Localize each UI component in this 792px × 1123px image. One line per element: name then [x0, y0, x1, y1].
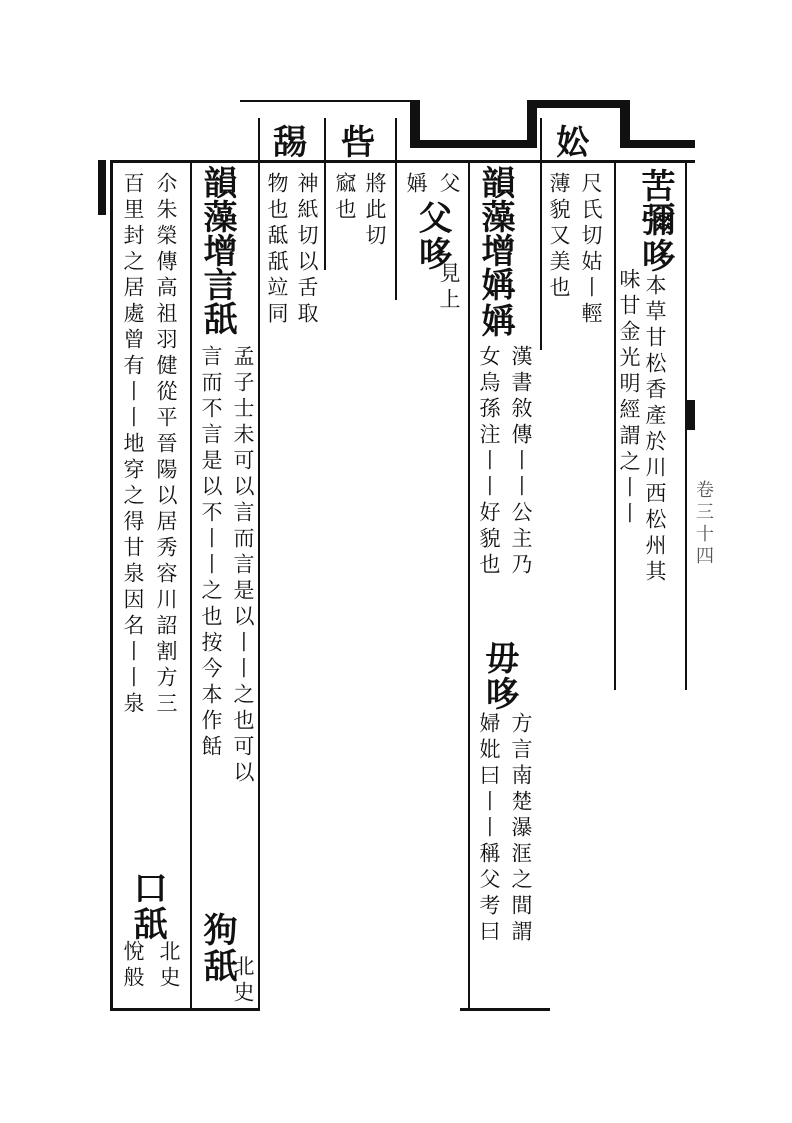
c13-head: 韻藻增言	[197, 165, 237, 301]
headword-right: 妐	[556, 122, 590, 163]
c8-note: 㛵	[404, 172, 428, 198]
column-rule-10	[685, 400, 695, 430]
right-bracket-base2	[620, 140, 695, 148]
column-6	[478, 345, 499, 579]
c16-note: 百里封之居處曾有丨丨地穿之得甘泉因名丨丨泉	[121, 172, 145, 718]
column-7b	[438, 262, 459, 314]
column-12	[266, 172, 287, 328]
column-11	[296, 172, 317, 328]
c12-note: 物也䑛舐竝同	[265, 172, 289, 328]
c5-note: 漢書敘傳丨丨公主乃	[509, 345, 533, 579]
column-rule-9	[110, 160, 113, 1008]
column-16-big	[127, 870, 167, 942]
edge-ghost-text	[690, 480, 716, 568]
column-rule-3	[540, 160, 542, 350]
c5-head: 韻藻增	[475, 165, 515, 267]
c1-big: 彌哆	[635, 202, 675, 274]
c7-note2: 見上	[437, 262, 461, 314]
c17-note: 悅般	[121, 940, 145, 992]
column-rule-6	[324, 160, 326, 270]
column-3	[580, 172, 601, 328]
column-14	[200, 345, 221, 761]
column-2	[618, 268, 639, 528]
c7-note: 父	[437, 172, 461, 198]
c10-note: 窳也	[333, 172, 357, 224]
column-rule-5	[395, 160, 397, 300]
c16-big: 口舐	[127, 870, 167, 942]
c5-note2: 方言南楚瀑洭之間謂	[509, 712, 533, 946]
bottom-rule	[110, 1008, 260, 1011]
column-rule-2	[614, 160, 616, 690]
left-edge-mark	[98, 160, 106, 215]
column-13-big2	[197, 912, 237, 984]
c1-note: 本草甘松香產於川西松州其	[643, 274, 667, 586]
bottom-rule-2	[460, 1008, 550, 1011]
headword-tab-left	[262, 118, 318, 163]
column-16	[122, 172, 143, 718]
c4-note: 薄貌又美也	[547, 172, 571, 302]
column-7	[438, 172, 459, 198]
c16-note2: 北史	[157, 940, 181, 992]
c9-note: 將此切	[363, 172, 387, 250]
c6-note2: 婦妣曰丨丨稱父考曰	[477, 712, 501, 946]
edge-ghost: 卷三十四	[693, 480, 714, 568]
column-rule-8	[190, 160, 192, 1008]
column-6b	[478, 712, 499, 946]
c3-note: 尺氏切姑丨輕	[579, 172, 603, 328]
right-bracket-base	[410, 140, 535, 148]
tab-divider-a	[324, 118, 326, 163]
headword-tab-mid	[330, 118, 386, 163]
tab-divider-b	[395, 118, 397, 163]
right-bracket-top	[527, 100, 627, 108]
c1-head: 苦	[635, 168, 675, 202]
column-rule-7	[258, 160, 260, 1008]
c13-note: 孟子士未可以言而言是以丨丨之也可以	[231, 345, 255, 787]
c2-note: 味甘金光明經謂之丨丨	[617, 268, 641, 528]
c15-note: 尒朱榮傳高祖羽健從平晉陽以居秀容川詔割方三	[154, 172, 178, 718]
column-8	[405, 172, 426, 198]
headword-tab-right	[545, 118, 601, 163]
column-10	[334, 172, 355, 224]
c11-note: 神紙切以舌取	[295, 172, 319, 328]
column-5b	[510, 345, 531, 579]
top-border-line	[240, 100, 420, 102]
column-15	[155, 172, 176, 718]
c13-big2: 狗舐	[197, 912, 237, 984]
column-1	[635, 168, 675, 586]
column-9	[364, 172, 385, 250]
c14-note: 言而不言是以不丨丨之也按今本作餂	[199, 345, 223, 761]
headword-left: 舓	[273, 122, 307, 163]
column-rule-4	[468, 160, 470, 1008]
tab-divider-d	[258, 118, 260, 163]
top-rule	[110, 160, 695, 163]
c5-big: 㛵㛵	[475, 267, 515, 339]
column-4	[548, 172, 569, 302]
column-13	[232, 345, 253, 787]
c13-note2: 北史	[231, 955, 255, 1007]
tab-divider-c	[540, 118, 542, 163]
column-17	[122, 940, 143, 992]
c7-big: 父哆	[412, 200, 452, 272]
column-5-big2	[479, 640, 519, 712]
c13-big: 舐	[197, 301, 237, 337]
column-5	[475, 165, 515, 339]
column-5c	[510, 712, 531, 946]
column-16b	[158, 940, 179, 992]
c6-note: 女烏孫注丨丨好貌也	[477, 345, 501, 579]
column-13-head	[197, 165, 237, 337]
headword-mid: 呰	[341, 122, 375, 163]
column-13b	[232, 955, 253, 1007]
c5-big2: 毋哆	[479, 640, 519, 712]
